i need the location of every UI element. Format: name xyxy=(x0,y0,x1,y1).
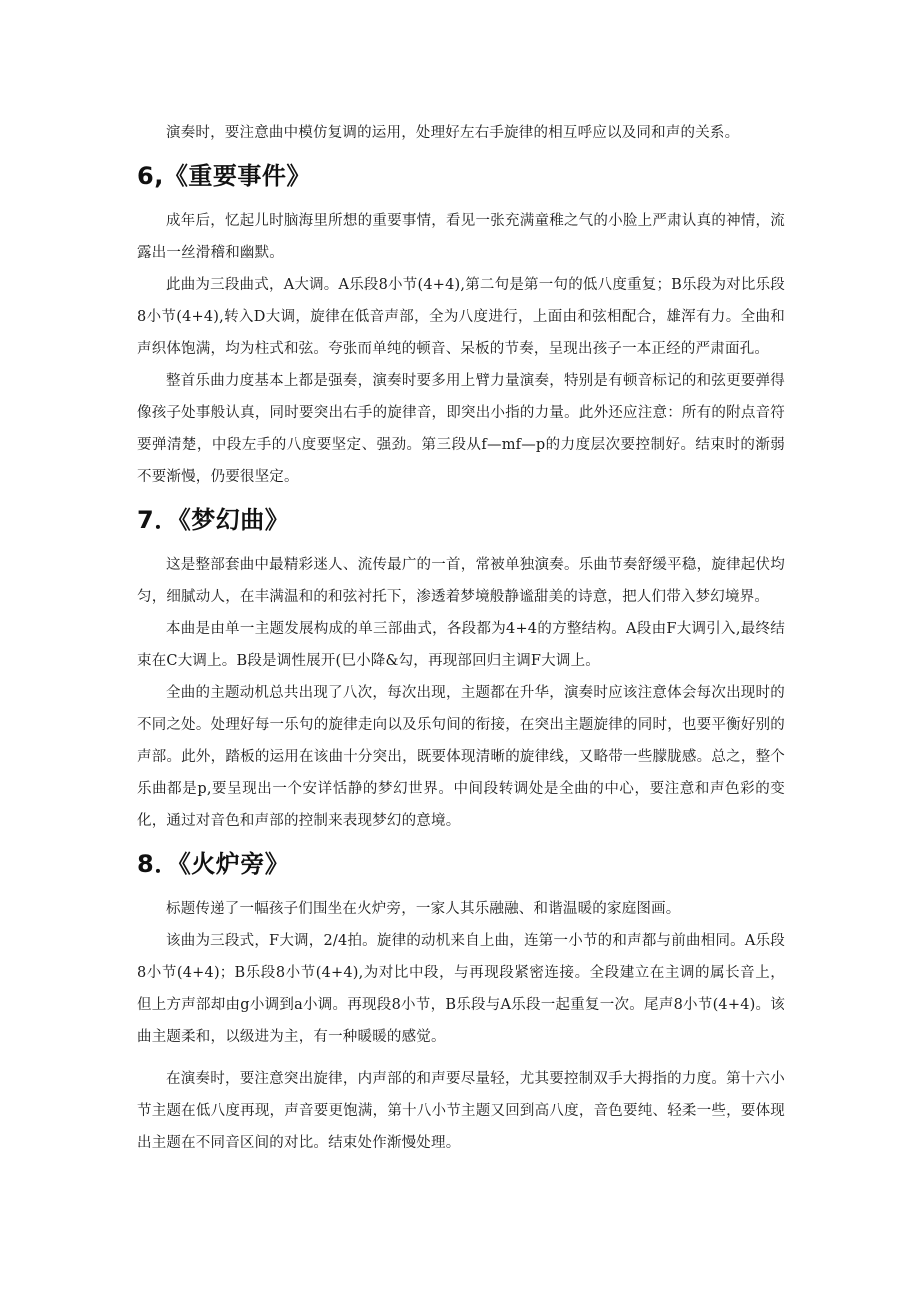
paragraph: 整首乐曲力度基本上都是强奏，演奏时要多用上臂力量演奏，特别是有顿音标记的和弦更要弹得像孩子处事般认真，同时要突出右手的旋律音，即突出小指的力量。此外还应注意：所有的附点音符要弹清楚，中段左手的八度要坚定、强劲。第三段从f—mf—p的力度层次要控制好。结束时的渐弱不要渐慢，仍要很坚定。 xyxy=(137,373,785,485)
section-heading: 6,《重要事件》 xyxy=(137,162,311,190)
section-8 xyxy=(137,837,785,1159)
paragraph: 该曲为三段式，F大调，2/4拍。旋律的动机来自上曲，连第一小节的和声都与前曲相同。A乐段8小节(4+4)；B乐段8小节(4+4),为对比中段，与再现段紧密连接。全段建立在主调的属长音上，但上方声部却由g小调到a小调。再现段8小节，B乐段与A乐段一起重复一次。尾声8小节(4+4)。该曲主题柔和，以级进为主，有一种暖暖的感觉。 xyxy=(137,933,785,1045)
paragraph: 本曲是由单一主题发展构成的单三部曲式，各段都为4+4的方整结构。A段由F大调引入,最终结束在C大调上。B段是调性展开(巳小降&勾，再现部回归主调F大调上。 xyxy=(137,621,785,669)
section-heading: 8．《火炉旁》 xyxy=(137,850,290,878)
paragraph: 成年后，忆起儿时脑海里所想的重要事情，看见一张充满童稚之气的小脸上严肃认真的神情，流露出一丝滑稽和幽默。 xyxy=(137,213,785,261)
paragraph: 这是整部套曲中最精彩迷人、流传最广的一首，常被单独演奏。乐曲节奏舒缓平稳，旋律起伏均匀，细腻动人，在丰满温和的和弦衬托下，渗透着梦境般静谧甜美的诗意，把人们带入梦幻境界。 xyxy=(137,557,785,605)
paragraph: 全曲的主题动机总共出现了八次，每次出现，主题都在升华，演奏时应该注意体会每次出现时的不同之处。处理好每一乐句的旋律走向以及乐句间的衔接，在突出主题旋律的同时，也要平衡好别的声部。此外，踏板的运用在该曲十分突出，既要体现清晰的旋律线，又略带一些朦胧感。总之，整个乐曲都是p,要呈现出一个安详恬静的梦幻世界。中间段转调处是全曲的中心，要注意和声色彩的变化，通过对音色和声部的控制来表现梦幻的意境。 xyxy=(137,685,785,829)
paragraph: 在演奏时，要注意突出旋律，内声部的和声要尽量轻，尤其要控制双手大拇指的力度。第十六小节主题在低八度再现，声音要更饱满，第十八小节主题又回到高八度，音色要纯、轻柔一些，要体现出主题在不同音区间的对比。结束处作渐慢处理。 xyxy=(137,1071,785,1151)
section-heading: 7．《梦幻曲》 xyxy=(137,506,290,534)
intro-paragraph: 演奏时，要注意曲中模仿复调的运用，处理好左右手旋律的相互呼应以及同和声的关系。 xyxy=(166,125,740,141)
section-6 xyxy=(137,149,785,493)
section-7 xyxy=(137,493,785,837)
document-page xyxy=(137,117,785,1159)
paragraph: 标题传递了一幅孩子们围坐在火炉旁，一家人其乐融融、和谐温暖的家庭图画。 xyxy=(166,901,681,917)
paragraph: 此曲为三段曲式，A大调。A乐段8小节(4+4),第二句是第一句的低八度重复；B乐段为对比乐段8小节(4+4),转入D大调，旋律在低音声部，全为八度进行，上面由和弦相配合，雄浑有力。全曲和声织体饱满，均为柱式和弦。夸张而单纯的顿音、呆板的节奏，呈现出孩子一本正经的严肃面孔。 xyxy=(137,277,785,357)
